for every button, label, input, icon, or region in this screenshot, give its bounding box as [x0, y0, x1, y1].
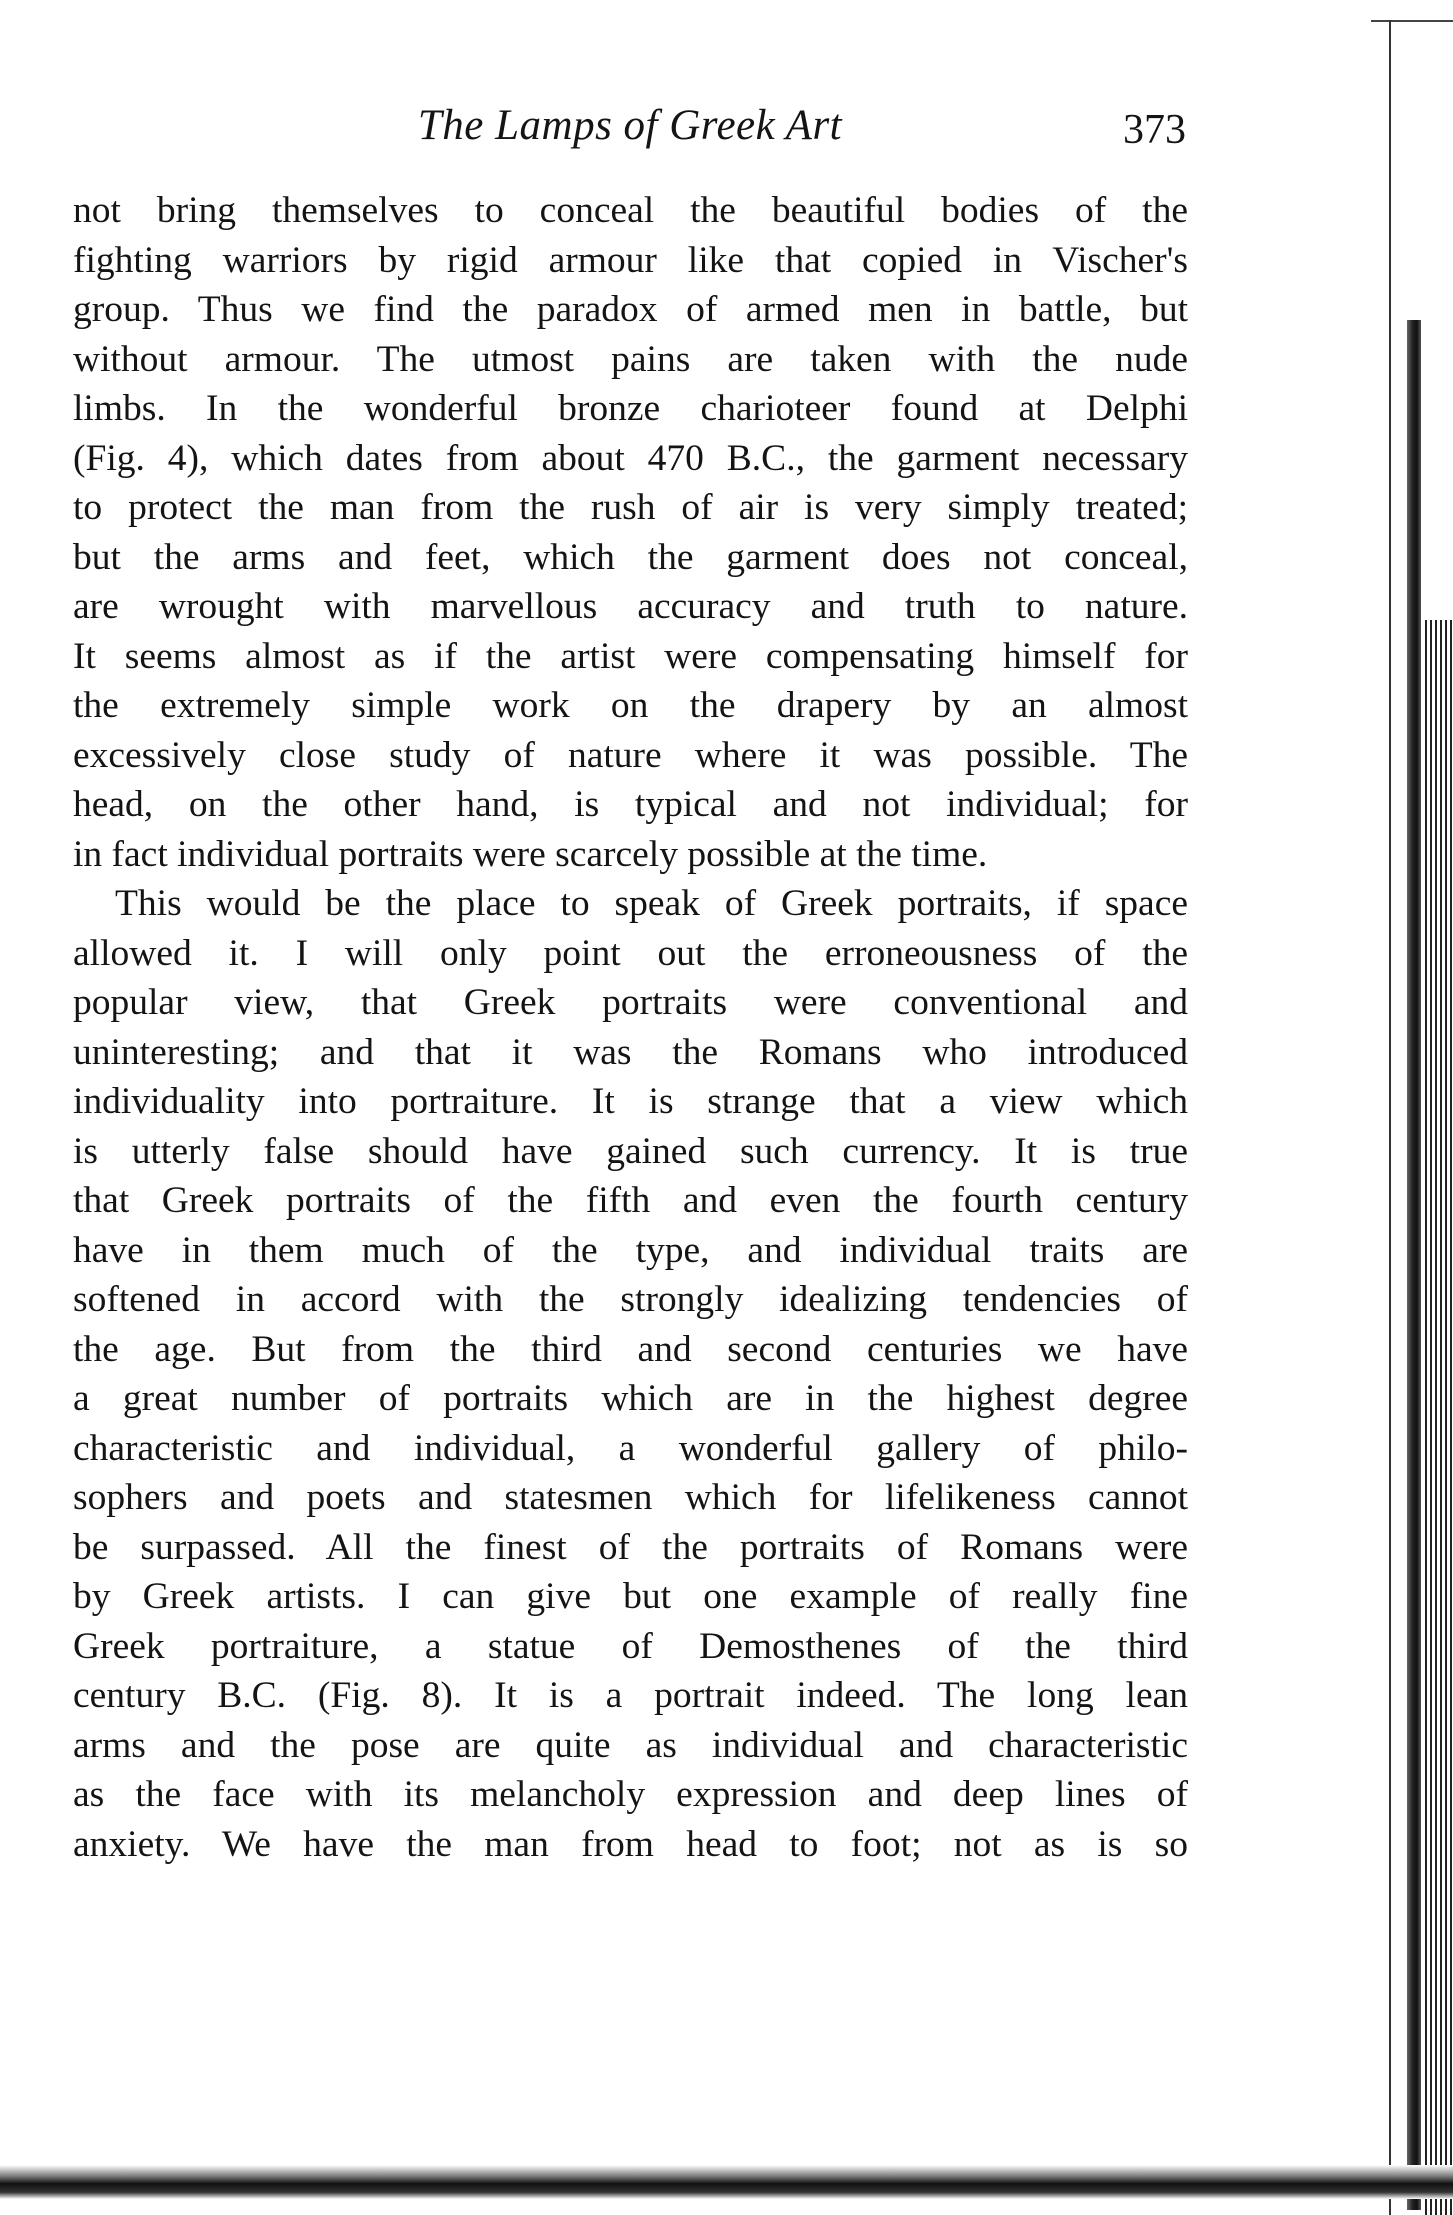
text-line: not bring themselves to conceal the beautiful bodies of the [73, 190, 1188, 231]
bottom-scan-edge [0, 2165, 1453, 2199]
text-line: a great number of portraits which are in the highest degree [73, 1378, 1188, 1419]
text-line: characteristic and individual, a wonderful gallery of philo- [73, 1427, 1188, 1469]
text-line: as the face with its melancholy expression and deep lines of [73, 1774, 1188, 1815]
page-number: 373 [1123, 107, 1186, 153]
text-line: that Greek portraits of the fifth and even the fourth century [73, 1180, 1188, 1221]
text-line: group. Thus we find the paradox of armed men in battle, but [73, 289, 1188, 330]
text-line: individuality into portraiture. It is strange that a view which [73, 1081, 1188, 1122]
text-line: without armour. The utmost pains are taken with the nude [73, 338, 1188, 380]
text-line: softened in accord with the strongly idealizing tendencies of [73, 1279, 1188, 1320]
binding-edge [1371, 20, 1453, 2215]
text-line: allowed it. I will only point out the erroneousness of the [73, 932, 1188, 974]
text-line: are wrought with marvellous accuracy and truth to nature. [73, 586, 1188, 627]
text-line: uninteresting; and that it was the Romans who introduced [73, 1031, 1188, 1073]
text-line: sophers and poets and statesmen which for lifelikeness cannot [73, 1477, 1188, 1518]
text-line: century B.C. (Fig. 8). It is a portrait indeed. The long lean [73, 1675, 1188, 1716]
edge-line [1389, 20, 1391, 2215]
page-edges [1425, 620, 1453, 2215]
edge-rule [1371, 20, 1453, 22]
text-line: in fact individual portraits were scarcely possible at the time. [73, 833, 988, 875]
body-text [73, 186, 1188, 1869]
text-line: limbs. In the wonderful bronze charioteer found at Delphi [73, 388, 1188, 429]
text-line: (Fig. 4), which dates from about 470 B.C., the garment necessary [73, 437, 1188, 479]
text-line: the age. But from the third and second centuries we have [73, 1328, 1188, 1370]
binding-shadow [1407, 320, 1421, 2210]
text-line: have in them much of the type, and individual traits are [73, 1229, 1188, 1271]
text-line: to protect the man from the rush of air is very simply treated; [73, 487, 1188, 528]
running-head [72, 96, 1188, 156]
text-line: but the arms and feet, which the garment does not conceal, [73, 536, 1188, 578]
text-line: anxiety. We have the man from head to foot; not as is so [73, 1823, 1188, 1865]
text-line: This would be the place to speak of Greek portraits, if space [115, 883, 1188, 924]
text-line: is utterly false should have gained such currency. It is true [73, 1130, 1188, 1172]
text-line: Greek portraiture, a statue of Demosthenes of the third [73, 1625, 1188, 1667]
running-title: The Lamps of Greek Art [417, 102, 843, 149]
text-line: the extremely simple work on the drapery by an almost [73, 685, 1188, 726]
text-line: by Greek artists. I can give but one example of really fine [73, 1576, 1188, 1617]
text-line: head, on the other hand, is typical and not individual; for [73, 784, 1188, 825]
text-line: be surpassed. All the finest of the portraits of Romans were [73, 1526, 1188, 1568]
text-line: It seems almost as if the artist were compensating himself for [73, 635, 1188, 677]
text-line: excessively close study of nature where it was possible. The [73, 734, 1188, 776]
text-line: fighting warriors by rigid armour like that copied in Vischer's [73, 239, 1188, 281]
text-line: arms and the pose are quite as individual and characteristic [73, 1724, 1188, 1766]
text-line: popular view, that Greek portraits were conventional and [73, 982, 1188, 1023]
